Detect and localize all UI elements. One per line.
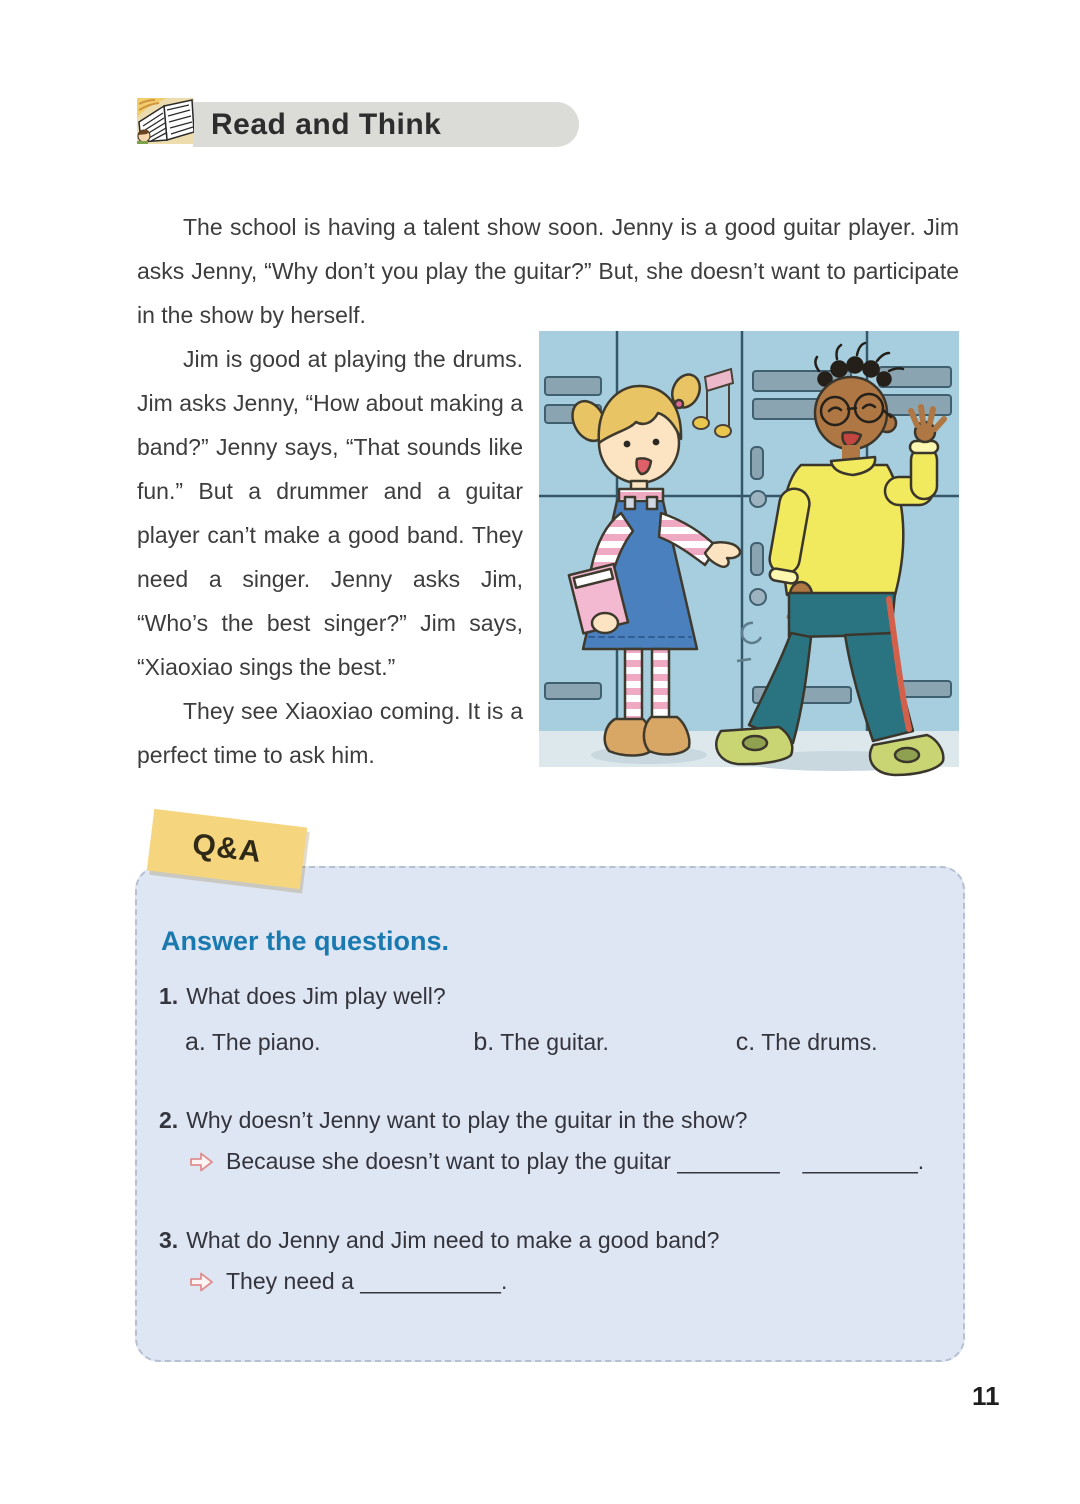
qa-panel — [135, 866, 965, 1362]
option-c — [736, 1028, 878, 1057]
question-2-answer — [159, 1148, 935, 1175]
option-b-text: The guitar. — [500, 1029, 609, 1055]
question-1 — [159, 983, 935, 1057]
reading-book-icon — [137, 98, 194, 144]
question-2-answer-text: Because she doesn’t want to play the guitar ________ _________. — [226, 1148, 925, 1174]
passage-paragraph-3: They see Xiaoxiao coming. It is a perfect time to ask him. — [137, 698, 523, 768]
section-title: Read and Think — [211, 108, 442, 141]
passage-paragraph-1: The school is having a talent show soon. Jenny is a good guitar player. Jim asks Jenny, “Why don’t you play the guitar?” But, she doesn’t want to participate in the show by herself. — [137, 214, 959, 328]
answer-arrow-icon — [189, 1151, 214, 1173]
question-3-number: 3. — [159, 1227, 179, 1253]
option-a — [185, 1028, 467, 1057]
option-c-text: The drums. — [761, 1029, 878, 1055]
option-b-letter: b. — [473, 1028, 495, 1056]
question-1-text: What does Jim play well? — [186, 983, 446, 1009]
qa-heading: Answer the questions. — [161, 926, 450, 956]
question-1-number: 1. — [159, 983, 179, 1009]
section-header — [137, 98, 587, 150]
passage-paragraph-2: Jim is good at playing the drums. Jim asks Jenny, “How about making a band?” Jenny says, “That sounds like fun.” But a drummer and a guitar player can’t make a good band. They need a singer. Jenny asks Jim, “Who’s the best singer?” Jim says, “Xiaoxiao sings the best.” — [137, 346, 523, 680]
question-1-options — [159, 1028, 935, 1057]
reading-passage — [137, 205, 959, 790]
question-3-text: What do Jenny and Jim need to make a good band? — [186, 1227, 720, 1253]
answer-arrow-icon — [189, 1271, 214, 1293]
option-b — [473, 1028, 729, 1057]
illustration-students-by-lockers — [539, 331, 959, 786]
question-3-answer — [159, 1268, 935, 1295]
option-a-letter: a. — [185, 1028, 206, 1056]
question-2 — [159, 1107, 935, 1175]
question-3 — [159, 1227, 935, 1295]
option-c-letter: c. — [735, 1028, 756, 1056]
qa-note-label: Q&A — [190, 827, 264, 870]
page-number: 11 — [972, 1381, 1000, 1411]
option-a-text: The piano. — [211, 1029, 321, 1055]
question-2-number: 2. — [159, 1107, 179, 1133]
question-2-text: Why doesn’t Jenny want to play the guitar in the show? — [186, 1107, 748, 1133]
section-header-bar — [193, 102, 579, 147]
question-3-answer-text: They need a ___________. — [226, 1268, 508, 1294]
